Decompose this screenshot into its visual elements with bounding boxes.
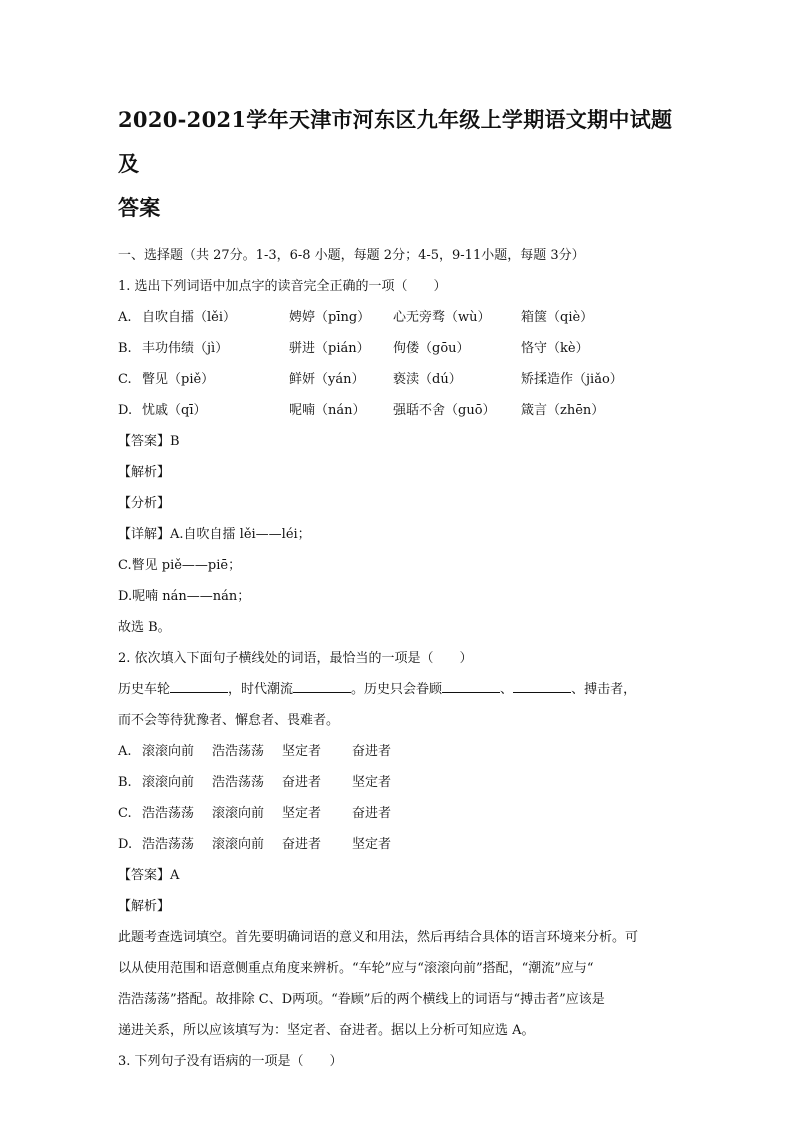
answer-value: B bbox=[170, 434, 180, 449]
option-item: 箴言（zhēn） bbox=[521, 403, 605, 418]
option-item: 自吹自擂（lěi） bbox=[142, 310, 237, 325]
option-item: 坚定者 bbox=[352, 837, 392, 852]
q1-option-d bbox=[118, 395, 680, 426]
option-item: 滚滚向前 bbox=[212, 837, 265, 852]
option-letter: C. bbox=[118, 806, 132, 821]
option-item: 坚定者 bbox=[352, 775, 392, 790]
option-item: 滚滚向前 bbox=[142, 775, 195, 790]
sentence-part: 历史车轮 bbox=[118, 682, 171, 697]
fill-blank bbox=[513, 678, 571, 693]
title-line-2: 答案 bbox=[118, 195, 161, 220]
q1-detail-line-3: D.呢喃 nán——nán； bbox=[118, 589, 251, 604]
option-item: 骈进（pián） bbox=[289, 341, 370, 356]
option-letter: B. bbox=[118, 775, 132, 790]
fill-blank bbox=[293, 678, 351, 693]
option-item: 奋进者 bbox=[282, 837, 322, 852]
q2-option-a bbox=[118, 736, 680, 767]
q1-answer bbox=[118, 426, 680, 457]
q2-analysis-label: 【解析】 bbox=[118, 899, 171, 914]
q2-option-c bbox=[118, 798, 680, 829]
q1-detail-line-1 bbox=[118, 519, 680, 550]
option-letter: C. bbox=[118, 372, 132, 387]
document-title bbox=[118, 98, 680, 230]
option-item: 恪守（kè） bbox=[521, 341, 589, 356]
option-item: 坚定者 bbox=[282, 744, 322, 759]
q1-fenxi-label: 【分析】 bbox=[118, 496, 171, 511]
q1-stem: 1. 选出下列词语中加点字的读音完全正确的一项（ ） bbox=[118, 279, 447, 294]
option-item: 浩浩荡荡 bbox=[142, 806, 195, 821]
q2-analysis-line-1: 此题考查选词填空。首先要明确词语的意义和用法，然后再结合具体的语言环境来分析。可 bbox=[118, 930, 639, 945]
detail-label: 【详解】 bbox=[118, 527, 171, 542]
option-letter: A. bbox=[118, 744, 132, 759]
answer-label: 【答案】 bbox=[118, 868, 171, 883]
q1-analysis-label: 【解析】 bbox=[118, 465, 171, 480]
answer-value: A bbox=[170, 868, 180, 883]
option-item: 坚定者 bbox=[282, 806, 322, 821]
q2-analysis-line-2: 以从使用范围和语意侧重点角度来辨析。“车轮”应与“滚滚向前”搭配，“潮流”应与“ bbox=[118, 961, 594, 976]
q1-option-b bbox=[118, 333, 680, 364]
option-item: 奋进者 bbox=[352, 744, 392, 759]
option-item: 丰功伟绩（jì） bbox=[142, 341, 229, 356]
option-item: 忧戚（qī） bbox=[142, 403, 207, 418]
option-item: 心无旁骛（wù） bbox=[393, 310, 491, 325]
option-item: 浩浩荡荡 bbox=[212, 744, 265, 759]
option-item: 浩浩荡荡 bbox=[212, 775, 265, 790]
option-letter: B. bbox=[118, 341, 132, 356]
answer-label: 【答案】 bbox=[118, 434, 171, 449]
option-item: 箱箧（qiè） bbox=[521, 310, 594, 325]
option-item: 鲜妍（yán） bbox=[289, 372, 365, 387]
option-letter: D. bbox=[118, 837, 133, 852]
option-item: 奋进者 bbox=[352, 806, 392, 821]
option-item: 矫揉造作（jiǎo） bbox=[521, 372, 623, 387]
option-letter: A. bbox=[118, 310, 132, 325]
option-item: 滚滚向前 bbox=[142, 744, 195, 759]
title-line-1: 2020-2021学年天津市河东区九年级上学期语文期中试题及 bbox=[118, 107, 673, 176]
q1-option-c bbox=[118, 364, 680, 395]
option-item: 滚滚向前 bbox=[212, 806, 265, 821]
q2-stem: 2. 依次填入下面句子横线处的词语，最恰当的一项是（ ） bbox=[118, 651, 473, 666]
q2-answer bbox=[118, 860, 680, 891]
q3-stem: 3. 下列句子没有语病的一项是（ ） bbox=[118, 1054, 343, 1069]
option-item: 奋进者 bbox=[282, 775, 322, 790]
exam-page bbox=[118, 98, 680, 1077]
option-item: 呢喃（nán） bbox=[289, 403, 366, 418]
q2-analysis-line-4: 递进关系，所以应该填写为：坚定者、奋进者。据以上分析可知应选 A。 bbox=[118, 1023, 535, 1038]
sentence-part: 、 bbox=[500, 682, 514, 697]
fill-blank bbox=[170, 678, 228, 693]
sentence-part: ，时代潮流 bbox=[228, 682, 294, 697]
option-item: 瞥见（piě） bbox=[142, 372, 215, 387]
q2-sentence-line-2: 而不会等待犹豫者、懈怠者、畏难者。 bbox=[118, 713, 340, 728]
q2-analysis-line-3: 浩浩荡荡”搭配。故排除 C、D两项。“眷顾”后的两个横线上的词语与“搏击者”应该是 bbox=[118, 992, 605, 1007]
option-item: 佝偻（gōu） bbox=[393, 341, 470, 356]
q2-sentence-line-1 bbox=[118, 674, 680, 705]
detail-text: A.自吹自擂 lěi——léi； bbox=[170, 527, 311, 542]
q2-option-b bbox=[118, 767, 680, 798]
q1-option-a bbox=[118, 302, 680, 333]
fill-blank bbox=[442, 678, 500, 693]
option-letter: D. bbox=[118, 403, 133, 418]
section-heading: 一、选择题（共 27分。1-3，6-8 小题，每题 2分；4-5，9-11小题，每题 3分） bbox=[118, 248, 585, 263]
option-item: 强聒不舍（guō） bbox=[393, 403, 496, 418]
option-item: 娉婷（pīng） bbox=[289, 310, 371, 325]
option-item: 亵渎（dú） bbox=[393, 372, 462, 387]
q2-option-d bbox=[118, 829, 680, 860]
sentence-part: 、搏击者， bbox=[571, 682, 637, 697]
option-item: 浩浩荡荡 bbox=[142, 837, 195, 852]
sentence-part: 。历史只会眷顾 bbox=[351, 682, 443, 697]
q1-detail-line-2: C.瞥见 piě——piē； bbox=[118, 558, 242, 573]
q1-conclusion: 故选 B。 bbox=[118, 620, 171, 635]
